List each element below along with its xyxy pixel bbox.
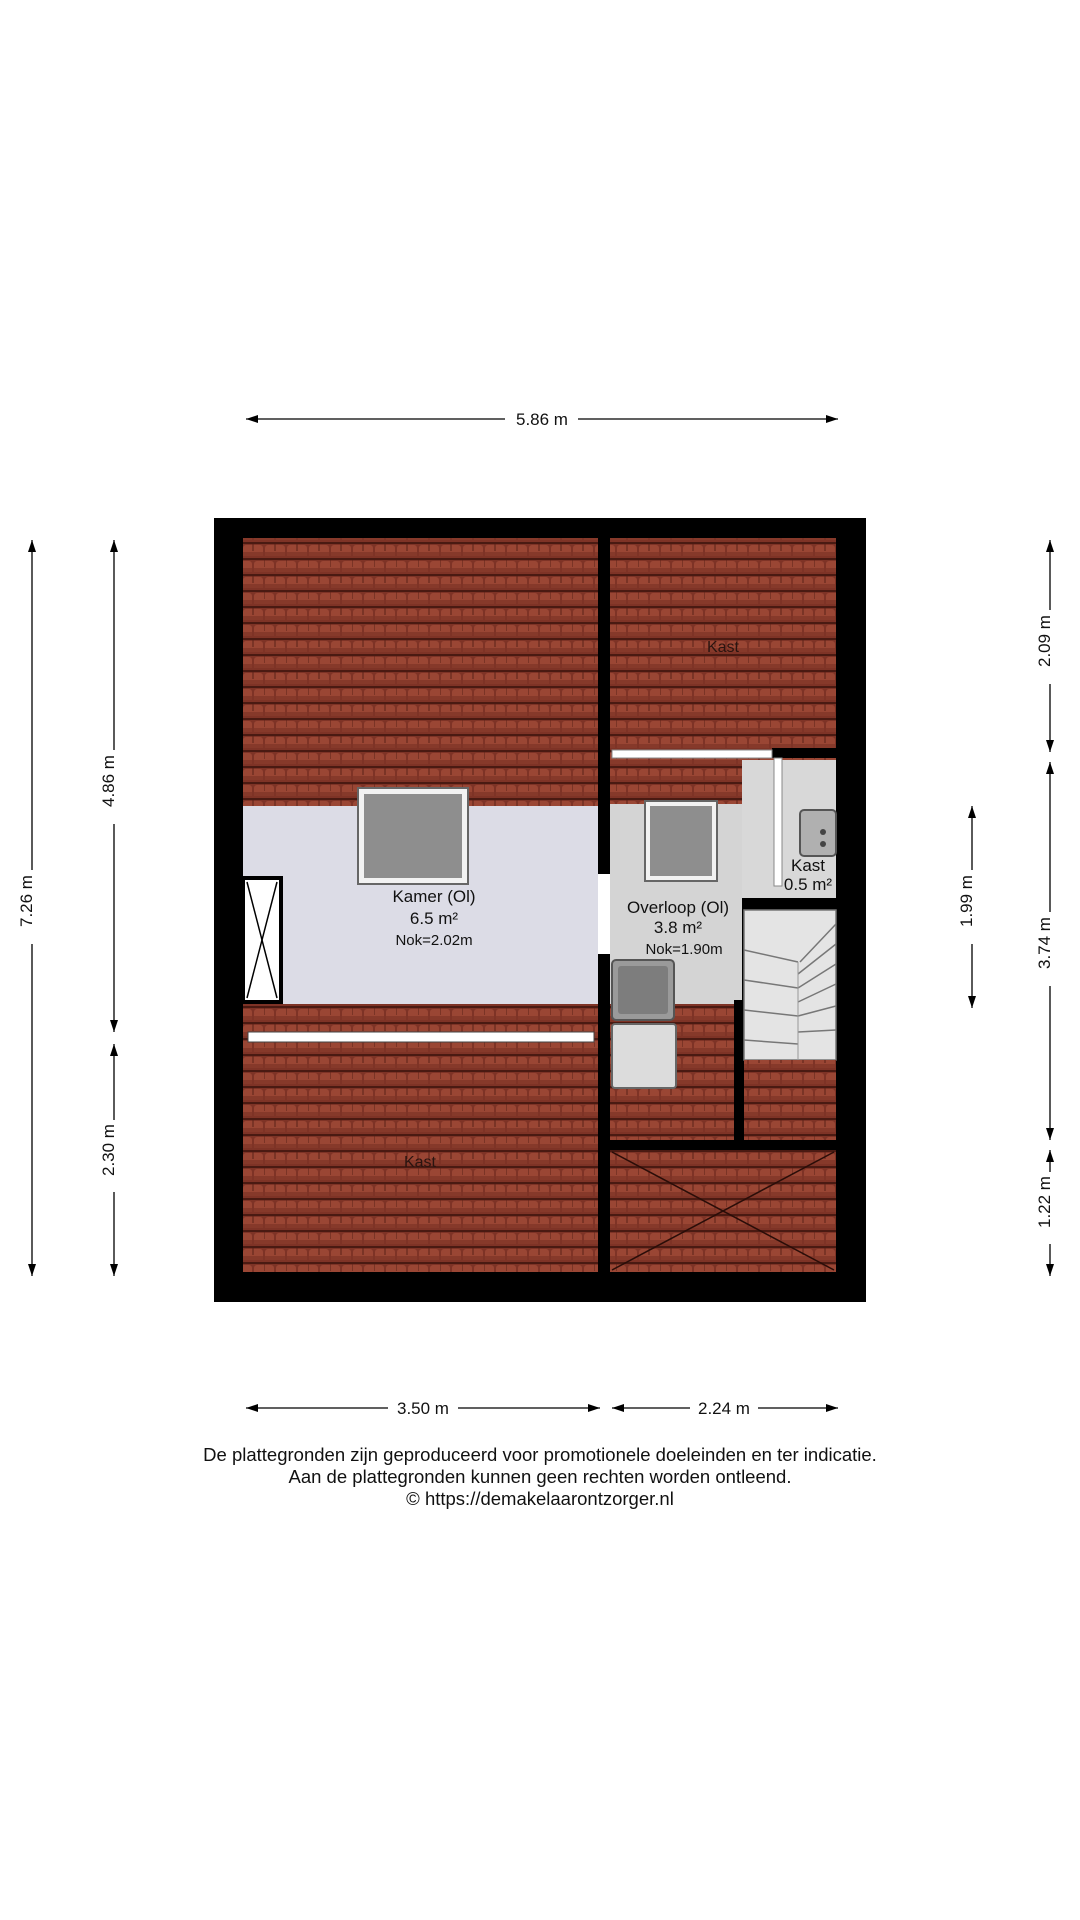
dimension-right-middle [1035, 762, 1054, 1140]
dimension-top-width [246, 410, 838, 429]
dimension-bottom-left-label: 3.50 m [397, 1399, 449, 1418]
dimension-right-bottom-label: 1.22 m [1035, 1176, 1054, 1228]
stair-left-wall [734, 1000, 744, 1142]
dimension-right-top [1035, 540, 1054, 752]
dimension-left-upper [99, 540, 118, 1032]
dimension-right-middle-label: 3.74 m [1035, 917, 1054, 969]
closet-door-frame [774, 758, 782, 886]
right-horizontal-wall [772, 748, 836, 758]
kamer-name: Kamer (Ol) [392, 887, 476, 906]
dimension-bottom-right [612, 1399, 838, 1418]
skylight-kamer-glass [364, 794, 462, 878]
boiler-knob-1 [820, 829, 826, 835]
dimension-top-width-label: 5.86 m [516, 410, 568, 429]
skylight-overloop-glass [650, 806, 712, 876]
kast-separator-wall [742, 898, 836, 908]
overloop-name: Overloop (Ol) [626, 898, 730, 917]
furniture-dryer [612, 1024, 676, 1088]
roof-area-left-bottom [243, 1004, 598, 1272]
dimension-left-lower-label: 2.30 m [99, 1124, 118, 1176]
disclaimer-line-2: Aan de plattegronden kunnen geen rechten worden ontleend. [288, 1466, 792, 1487]
dimension-left-lower [99, 1044, 118, 1276]
disclaimer-line-3: © https://demakelaarontzorger.nl [406, 1488, 674, 1509]
staircase [744, 910, 836, 1060]
dimension-left-total [17, 540, 36, 1276]
dimension-bottom-left [246, 1399, 600, 1418]
boiler-knob-2 [820, 841, 826, 847]
kast-top-label: Kast [706, 639, 740, 656]
disclaimer-line-1: De plattegronden zijn geproduceerd voor promotionele doeleinden en ter indicatie. [203, 1444, 877, 1465]
dimension-right-top-label: 2.09 m [1035, 615, 1054, 667]
door-opening-center [598, 874, 610, 954]
dimension-right-inner [957, 806, 976, 1008]
kamer-ridge: Nok=2.02m [395, 932, 473, 949]
closet-rail [612, 750, 772, 758]
disclaimer [0, 1444, 1080, 1510]
roof-area-left-top [243, 538, 598, 806]
knee-wall [248, 1032, 594, 1042]
overloop-area: 3.8 m² [653, 918, 703, 937]
dimension-left-total-label: 7.26 m [17, 875, 36, 927]
kast-bottom-label: Kast [403, 1154, 437, 1171]
dimension-bottom-right-label: 2.24 m [698, 1399, 750, 1418]
furniture-washer-top [618, 966, 668, 1014]
kast-small-name: Kast [790, 856, 826, 875]
overloop-ridge: Nok=1.90m [645, 941, 723, 958]
kast-small-area: 0.5 m² [783, 875, 833, 894]
dimension-right-inner-label: 1.99 m [957, 875, 976, 927]
stair-bottom-roof [744, 1060, 836, 1140]
dimension-right-bottom [1035, 1150, 1054, 1276]
lower-horizontal-wall [610, 1140, 836, 1150]
boiler [800, 810, 836, 856]
dimension-left-upper-label: 4.86 m [99, 755, 118, 807]
kamer-area: 6.5 m² [409, 909, 459, 928]
